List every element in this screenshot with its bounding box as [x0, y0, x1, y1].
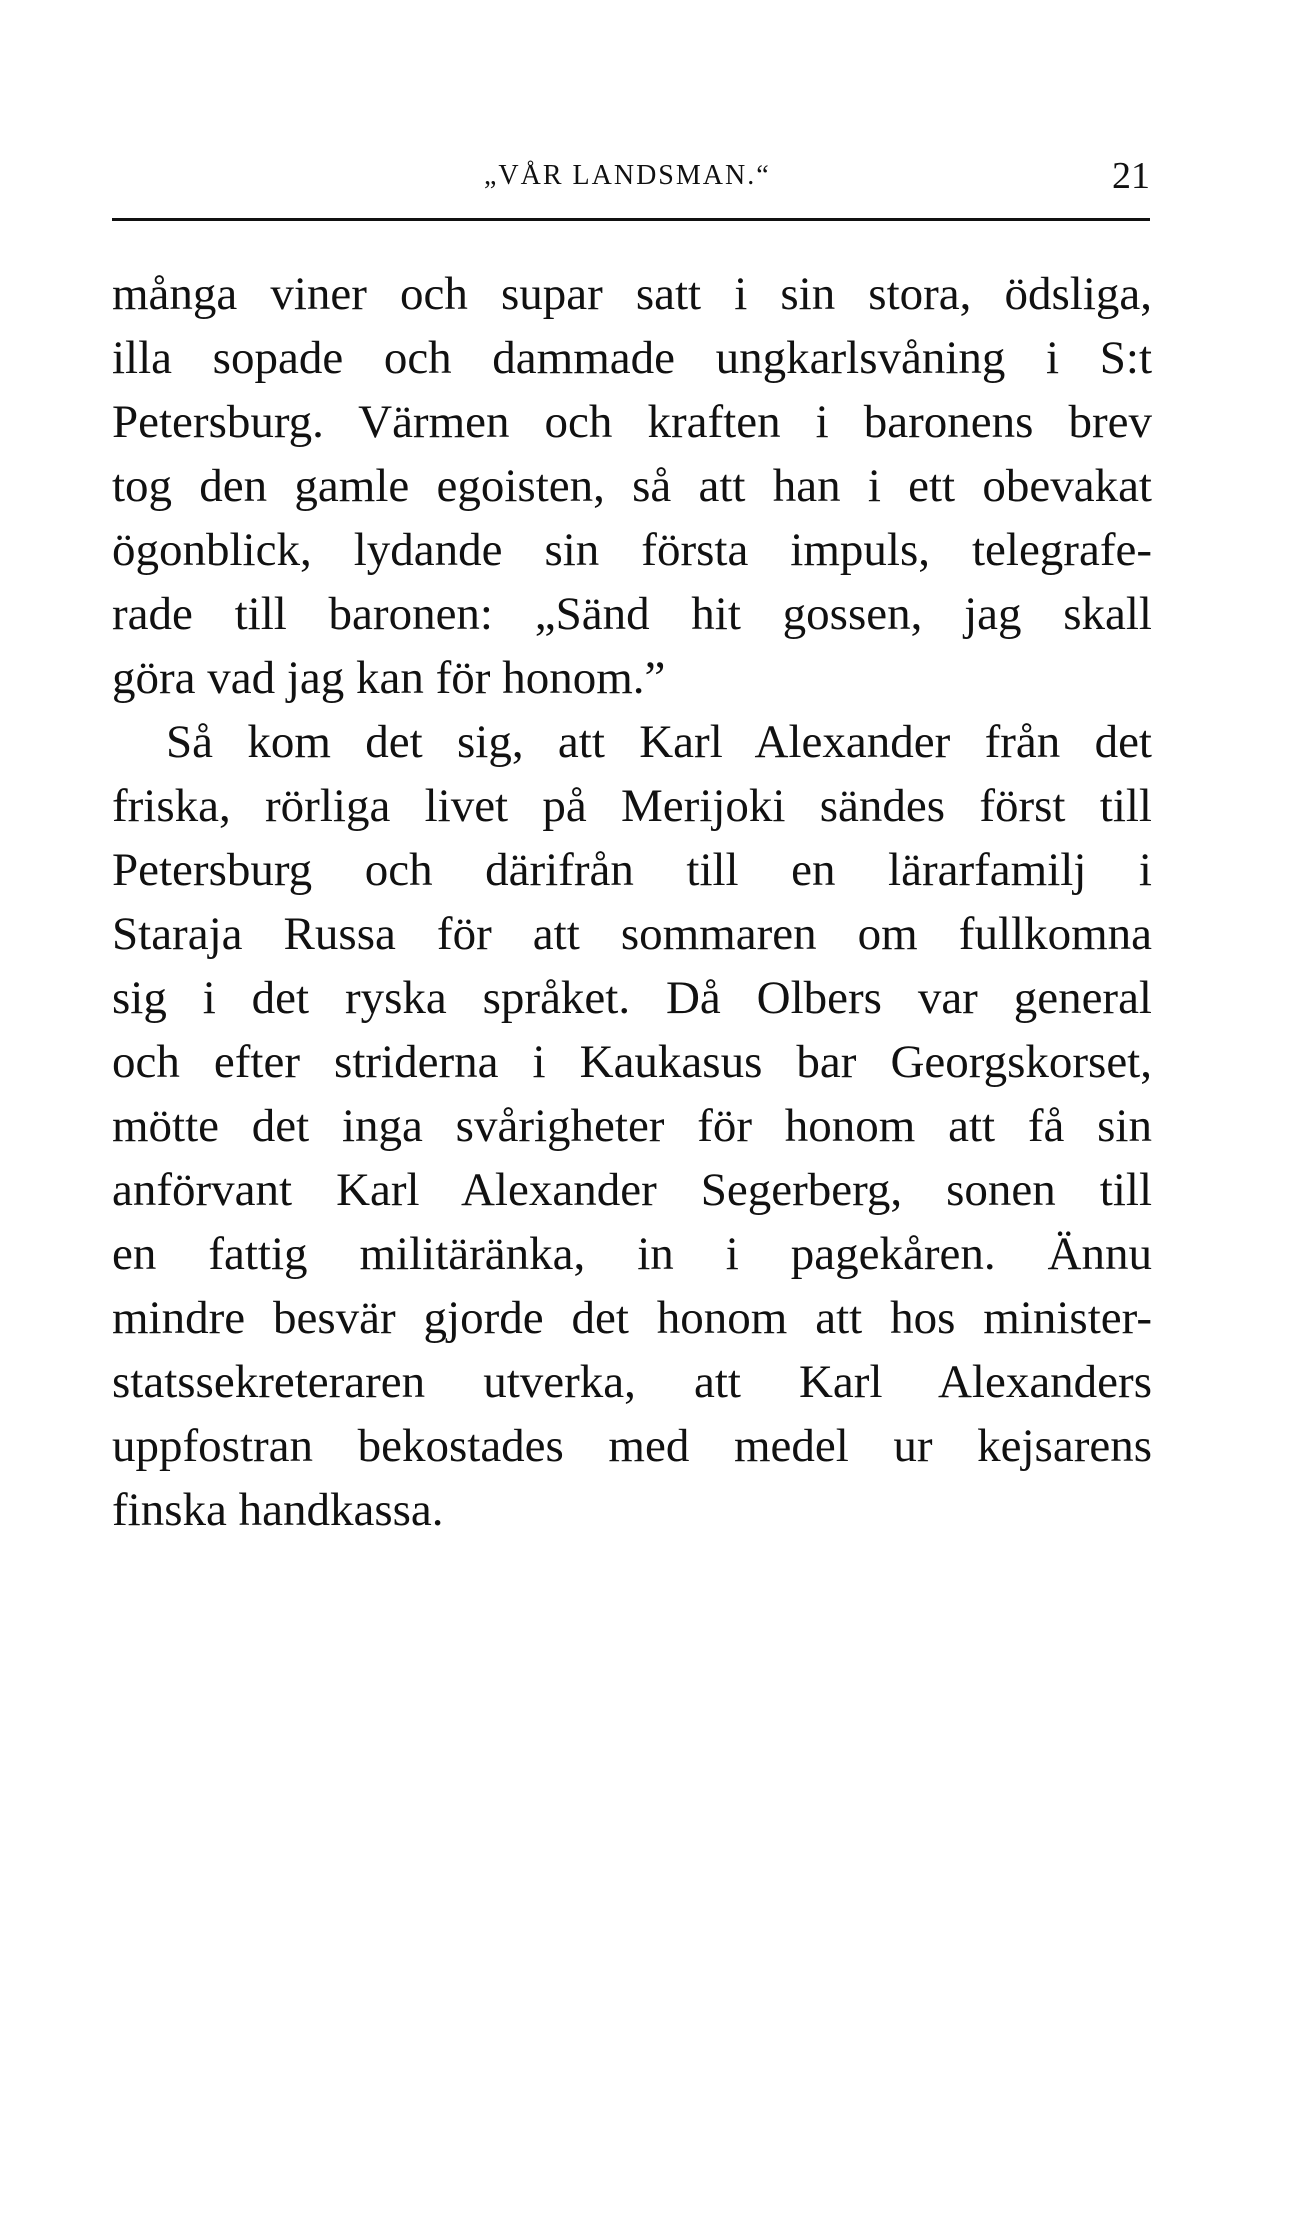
text-line: en fattig militäränka, in i pagekåren. Ännu: [112, 1228, 1152, 1280]
text-line: göra vad jag kan för honom.”: [112, 652, 666, 704]
text-line: illa sopade och dammade ungkarlsvåning i S:t: [112, 332, 1152, 384]
text-line: uppfostran bekostades med medel ur kejsarens: [112, 1420, 1152, 1472]
text-line: och efter striderna i Kaukasus bar Georgskorset,: [112, 1036, 1152, 1088]
text-line: Petersburg. Värmen och kraften i baronens brev: [112, 396, 1152, 448]
header-rule: [112, 218, 1150, 221]
text-line: Så kom det sig, att Karl Alexander från det: [166, 716, 1152, 768]
text-line: Petersburg och därifrån till en lärarfamilj i: [112, 844, 1152, 896]
text-line: Staraja Russa för att sommaren om fullkomna: [112, 908, 1152, 960]
text-line: friska, rörliga livet på Merijoki sändes först till: [112, 780, 1152, 832]
text-line: mötte det inga svårigheter för honom att få sin: [112, 1100, 1152, 1152]
text-line: finska handkassa.: [112, 1484, 444, 1536]
running-title: „VÅR LANDSMAN.“: [484, 160, 771, 191]
text-line: anförvant Karl Alexander Segerberg, sonen till: [112, 1164, 1152, 1216]
text-line: tog den gamle egoisten, så att han i ett obevakat: [112, 460, 1152, 512]
text-line: rade till baronen: „Sänd hit gossen, jag skall: [112, 588, 1152, 640]
text-line: mindre besvär gjorde det honom att hos minister-: [112, 1292, 1152, 1344]
text-line: statssekreteraren utverka, att Karl Alexanders: [112, 1356, 1152, 1408]
text-line: ögonblick, lydande sin första impuls, telegrafe-: [112, 524, 1152, 576]
body-text: [112, 262, 1152, 1542]
running-head: [112, 155, 1150, 216]
text-line: många viner och supar satt i sin stora, ödsliga,: [112, 268, 1152, 320]
text-line: sig i det ryska språket. Då Olbers var general: [112, 972, 1152, 1024]
page-number: 21: [1112, 155, 1150, 197]
